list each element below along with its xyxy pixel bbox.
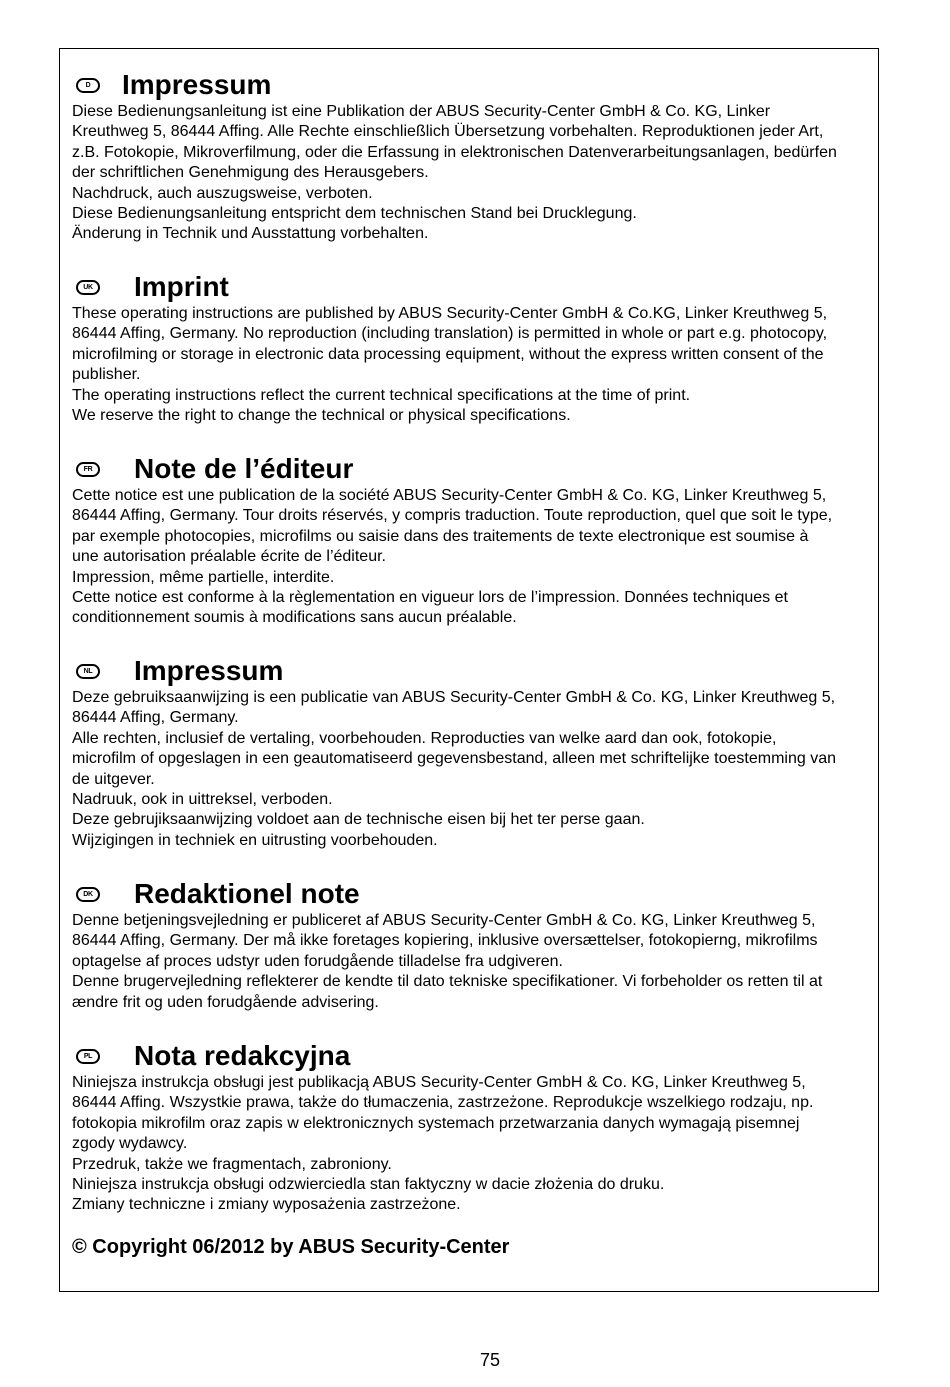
section-title: Note de l’éditeur xyxy=(134,453,354,484)
text-line: de uitgever. xyxy=(72,770,155,788)
country-badge-icon: PL xyxy=(76,1049,100,1064)
text-line: Alle rechten, inclusief de vertaling, voorbehouden. Reproducties van welke aard dan ook, fotokopie, xyxy=(72,729,777,747)
text-line: Zmiany techniczne i zmiany wyposażenia zastrzeżone. xyxy=(72,1196,461,1214)
text-line: Cette notice est conforme à la règlementation en vigueur lors de l’impression. Données techniques et xyxy=(72,589,788,607)
text-line: 86444 Affing, Germany. Tour droits réservés, y compris traduction. Toute reproduction, quel que soit le type, xyxy=(72,507,833,525)
section-heading xyxy=(72,270,927,304)
text-line: Änderung in Technik und Ausstattung vorbehalten. xyxy=(72,225,429,243)
country-badge-icon: UK xyxy=(76,280,100,295)
text-line: Wijzigingen in techniek en uitrusting voorbehouden. xyxy=(72,831,438,849)
text-line: Cette notice est une publication de la société ABUS Security-Center GmbH & Co. KG, Linker Kreuthweg 5, xyxy=(72,487,827,504)
section-fr xyxy=(72,452,927,629)
text-line: Denne brugervejledning reflekterer de kendte til dato tekniske specifikationer. Vi forbeholder os retten til at xyxy=(72,973,823,991)
text-line: microfilm of opgeslagen in een geautomatiseerd gegevensbestand, alleen met schriftelijke toestemming van xyxy=(72,750,836,768)
section-heading xyxy=(72,877,927,911)
country-badge-icon: FR xyxy=(76,462,100,477)
text-line: Deze gebrujiksaanwijzing voldoet aan de technische eisen bij het ter perse gaan. xyxy=(72,811,645,829)
section-pl xyxy=(72,1039,927,1216)
text-line: Impression, même partielle, interdite. xyxy=(72,568,335,586)
section-title: Imprint xyxy=(134,271,229,302)
text-line: We reserve the right to change the technical or physical specifications. xyxy=(72,407,571,425)
section-heading xyxy=(72,68,927,102)
text-line: optagelse af proces udstyr uden forudgående tilladelse fra udgiveren. xyxy=(72,952,563,970)
text-line: zgody wydawcy. xyxy=(72,1135,188,1153)
text-line: microfilming or storage in electronic data processing equipment, without the express written consent of the xyxy=(72,345,824,363)
text-line: 86444 Affing, Germany. No reproduction (including translation) is permitted in whole or part e.g. photocopy, xyxy=(72,325,828,343)
text-line: Denne betjeningsvejledning er publiceret af ABUS Security-Center GmbH & Co. KG, Linker Kreuthweg 5, xyxy=(72,912,816,929)
text-line: Kreuthweg 5, 86444 Affing. Alle Rechte einschließlich Übersetzung vorbehalten. Reproduktionen jeder Art, xyxy=(72,123,824,141)
section-de xyxy=(72,68,927,245)
text-line: 86444 Affing, Germany. Der må ikke foretages kopiering, inklusive oversættelser, fotokopierng, mikrofilms xyxy=(72,932,818,950)
country-badge-icon: NL xyxy=(76,664,100,679)
section-heading xyxy=(72,1039,927,1073)
section-title: Nota redakcyjna xyxy=(134,1040,351,1071)
text-line: publisher. xyxy=(72,366,141,384)
section-uk xyxy=(72,270,927,426)
section-title: Impressum xyxy=(134,655,284,686)
text-line: Diese Bedienungsanleitung ist eine Publikation der ABUS Security-Center GmbH & Co. KG, Linker xyxy=(72,103,771,120)
text-line: conditionnement soumis à modifications sans aucun préalable. xyxy=(72,609,517,627)
page-number: 75 xyxy=(479,1350,501,1370)
section-nl xyxy=(72,654,927,851)
text-line: ændre frit og uden forudgående advisering. xyxy=(72,993,379,1011)
text-line: fotokopia mikrofilm oraz zapis w elektronicznych systemach przetwarzania danych wymagają pisemnej xyxy=(72,1114,800,1132)
text-line: z.B. Fotokopie, Mikroverfilmung, oder die Erfassung in elektronischen Datenverarbeitungsanlagen, bedürfen xyxy=(72,143,837,161)
text-line: une autorisation préalable écrite de l’éditeur. xyxy=(72,548,386,566)
text-line: Niniejsza instrukcja obsługi odzwierciedla stan faktyczny w dacie złożenia do druku. xyxy=(72,1176,665,1194)
section-title: Impressum xyxy=(122,69,272,100)
text-line: 86444 Affing. Wszystkie prawa, także do tłumaczenia, zastrzeżone. Reprodukcje wszelkiego rodzaju, np. xyxy=(72,1094,814,1112)
section-dk xyxy=(72,877,927,1013)
text-line: Nachdruck, auch auszugsweise, verboten. xyxy=(72,184,373,202)
text-line: Diese Bedienungsanleitung entspricht dem technischen Stand bei Drucklegung. xyxy=(72,205,637,223)
text-line: 86444 Affing, Germany. xyxy=(72,709,239,727)
text-line: The operating instructions reflect the current technical specifications at the time of print. xyxy=(72,386,691,404)
text-line: Deze gebruiksaanwijzing is een publicatie van ABUS Security-Center GmbH & Co. KG, Linker Kreuthweg 5, xyxy=(72,689,836,706)
section-heading xyxy=(72,654,927,688)
text-line: These operating instructions are published by ABUS Security-Center GmbH & Co.KG, Linker Kreuthweg 5, xyxy=(72,305,828,322)
country-badge-icon: D xyxy=(76,78,100,93)
section-title: Redaktionel note xyxy=(134,878,360,909)
text-line: par exemple photocopies, microfilms ou saisie dans des traitements de texte electronique est soumise à xyxy=(72,527,809,545)
text-line: der schriftlichen Genehmigung des Herausgebers. xyxy=(72,164,429,182)
country-badge-icon: DK xyxy=(76,887,100,902)
section-heading xyxy=(72,452,927,486)
text-line: Niniejsza instrukcja obsługi jest publikacją ABUS Security-Center GmbH & Co. KG, Linker Kreuthweg 5, xyxy=(72,1074,806,1091)
text-line: Nadruuk, ook in uittreksel, verboden. xyxy=(72,791,333,809)
text-line: Przedruk, także we fragmentach, zabroniony. xyxy=(72,1155,392,1173)
copyright-notice: © Copyright 06/2012 by ABUS Security-Center xyxy=(72,1236,510,1258)
